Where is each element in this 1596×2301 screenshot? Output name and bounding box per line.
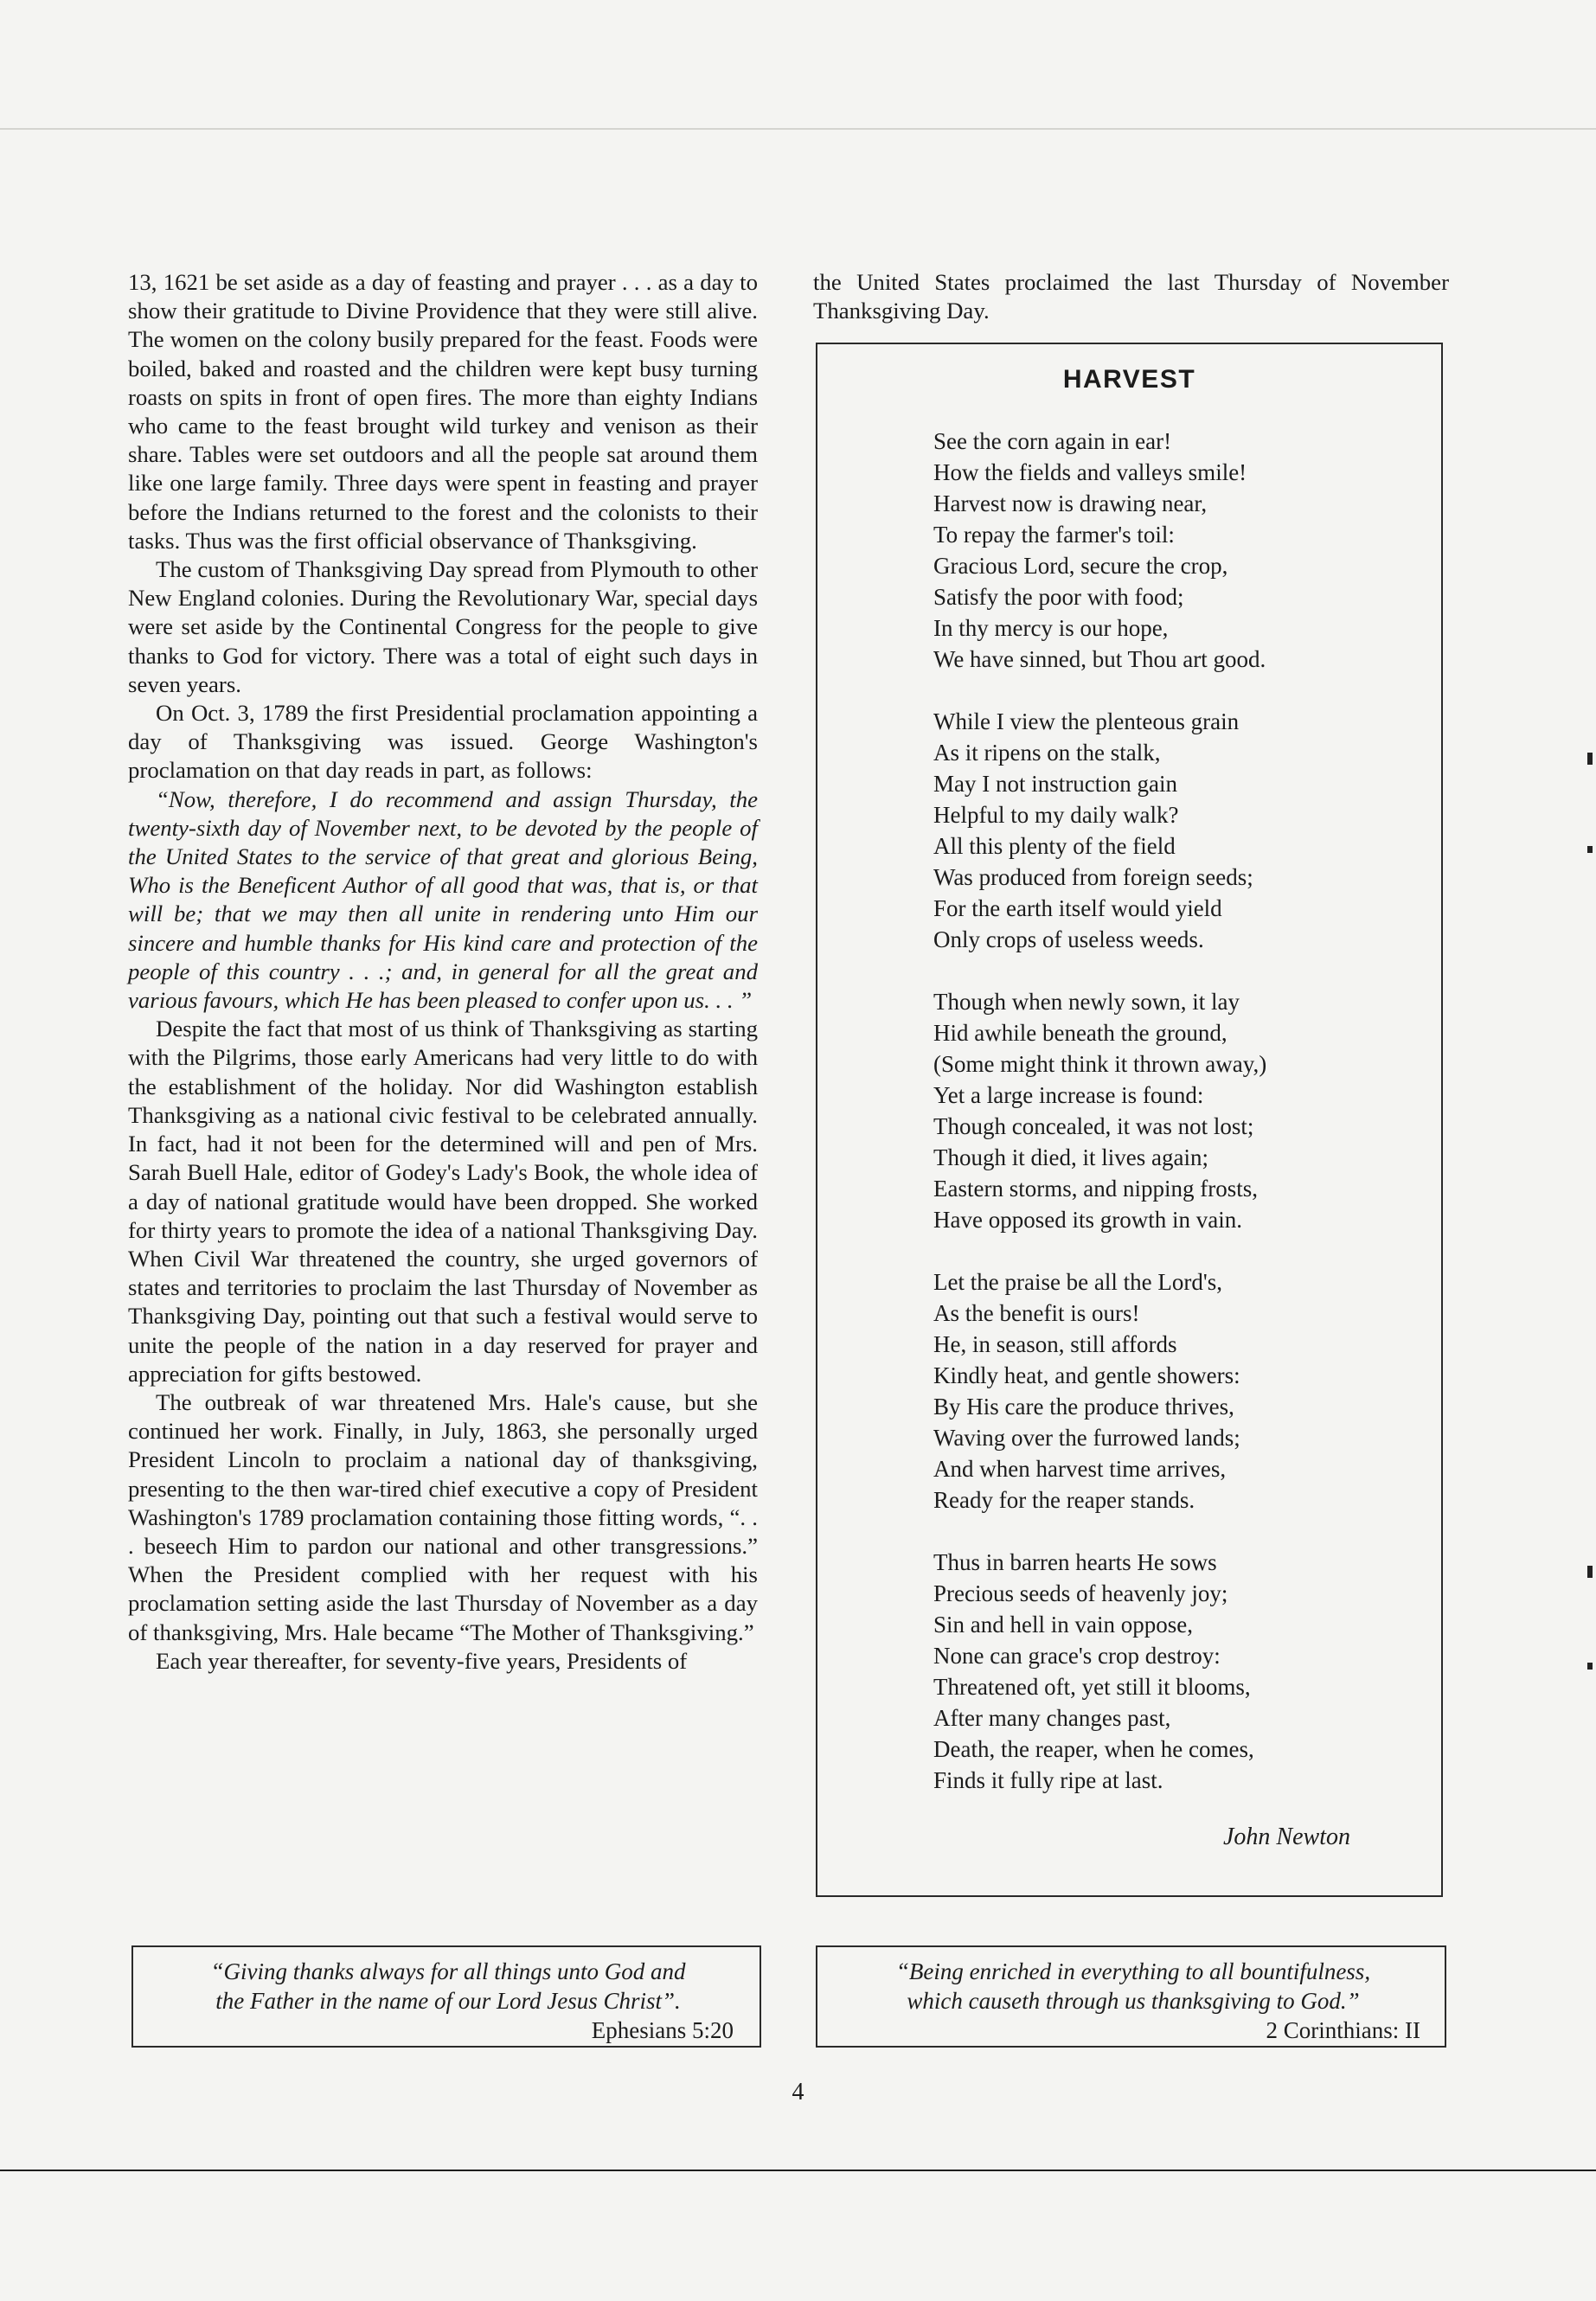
poem-line: Threatened oft, yet still it blooms, bbox=[933, 1674, 1251, 1700]
poem-line: To repay the farmer's toil: bbox=[933, 522, 1175, 548]
poem-line: Kindly heat, and gentle showers: bbox=[933, 1362, 1240, 1388]
paragraph-first-feast: 13, 1621 be set aside as a day of feasting and prayer . . . as a day to show their gratitude to Divine Providence that they were still alive. The women on the colony busily prepared for the feast. Foods were boiled, baked and roasted and the children were kept busy turning roasts on spits in front of open fires. The more than eighty Indians who came to the feast brought wild turkey and venison as their share. Tables were set outdoors and all the people sat around them like one large family. Three days were spent in feasting and prayer before the Indians returned to the forest and the colonists to their tasks. Thus was the first official observance of Thanksgiving. bbox=[128, 269, 758, 554]
poem-line: Satisfy the poor with food; bbox=[933, 584, 1184, 610]
poem-line: Though concealed, it was not lost; bbox=[933, 1113, 1254, 1139]
poem-line: All this plenty of the field bbox=[933, 833, 1176, 859]
poem-line: How the fields and valleys smile! bbox=[933, 459, 1247, 485]
verse-reference: 2 Corinthians: II bbox=[1266, 2017, 1420, 2043]
poem-line: Yet a large increase is found: bbox=[933, 1082, 1204, 1108]
verse-line: which causeth through us thanksgiving to God.” bbox=[907, 1988, 1360, 2014]
poem-line: Gracious Lord, secure the crop, bbox=[933, 553, 1228, 579]
edge-mark bbox=[1587, 753, 1593, 765]
poem-line: As the benefit is ours! bbox=[933, 1300, 1140, 1326]
verse-text bbox=[164, 1957, 732, 2016]
poem-stanza bbox=[933, 1266, 1418, 1516]
poem-stanzas bbox=[933, 426, 1418, 1827]
poem-line: For the earth itself would yield bbox=[933, 895, 1222, 921]
poem-line: Precious seeds of heavenly joy; bbox=[933, 1580, 1228, 1606]
top-divider bbox=[0, 128, 1596, 130]
poem-line: Was produced from foreign seeds; bbox=[933, 864, 1253, 890]
verse-line: “Giving thanks always for all things unto God and bbox=[210, 1958, 686, 1984]
poem-line: Helpful to my daily walk? bbox=[933, 802, 1179, 828]
poem-stanza bbox=[933, 426, 1418, 675]
poem-line: Ready for the reaper stands. bbox=[933, 1487, 1195, 1513]
paragraph-each-year: Each year thereafter, for seventy-five years, Presidents of bbox=[156, 1647, 688, 1674]
paragraph-custom-spread: The custom of Thanksgiving Day spread from Plymouth to other New England colonies. During the Revolutionary War, special days were set aside by the Continental Congress for the people to give thanks to God for victory. There was a total of eight such days in seven years. bbox=[128, 556, 758, 697]
poem-title: HARVEST bbox=[1062, 365, 1196, 394]
paragraph-washington-proclamation: On Oct. 3, 1789 the first Presidential proclamation appointing a day of Thanksgiving was issued. George Washington's proclamation on that day reads in part, as follows: bbox=[128, 700, 758, 784]
poem-line: Though when newly sown, it lay bbox=[933, 989, 1240, 1015]
poem-line: By His care the produce thrives, bbox=[933, 1394, 1234, 1420]
paragraph-proclamation-quote: “Now, therefore, I do recommend and assign Thursday, the twenty-sixth day of November next, to be devoted by the people of the United States to the service of that great and glorious Being, Who is the Beneficent Author of all good that was, that is, or that will be; that we may then all unite in rendering unto Him our sincere and humble thanks for His kind care and protection of the people of this country . . .; and, in general for all the great and various favours, which He has been pleased to confer upon us. . . ” bbox=[128, 785, 758, 1014]
poem-line: While I view the plenteous grain bbox=[933, 708, 1240, 734]
poem-line: Let the praise be all the Lord's, bbox=[933, 1269, 1222, 1295]
poem-line: As it ripens on the stalk, bbox=[933, 740, 1161, 766]
edge-mark bbox=[1587, 1566, 1593, 1578]
bottom-divider bbox=[0, 2170, 1596, 2171]
verse-reference: Ephesians 5:20 bbox=[591, 2017, 734, 2043]
paragraph-continuation: the United States proclaimed the last Thursday of November Thanksgiving Day. bbox=[813, 269, 1449, 324]
poem-line: Thus in barren hearts He sows bbox=[933, 1549, 1217, 1575]
verse-box-ephesians bbox=[131, 1945, 761, 2048]
poem-line: Eastern storms, and nipping frosts, bbox=[933, 1176, 1258, 1202]
verse-line: the Father in the name of our Lord Jesus Christ”. bbox=[215, 1988, 681, 2014]
poem-stanza bbox=[933, 1547, 1418, 1796]
poem-line: Have opposed its growth in vain. bbox=[933, 1207, 1242, 1233]
poem-line: Only crops of useless weeds. bbox=[933, 926, 1204, 952]
poem-stanza bbox=[933, 986, 1418, 1235]
paragraph-lincoln: The outbreak of war threatened Mrs. Hale's cause, but she continued her work. Finally, in July, 1863, she personally urged President Lincoln to proclaim a national day of thanksgiving, presenting to the then war-tired chief executive a copy of President Washington's 1789 proclamation containing those fitting words, “. . . beseech Him to pardon our national and other transgressions.” When the President complied with her request with his proclamation setting aside the last Thursday of November as a day of thanksgiving, Mrs. Hale became “The Mother of Thanksgiving.” bbox=[128, 1388, 758, 1645]
verse-text bbox=[835, 1957, 1432, 2016]
poem-line: We have sinned, but Thou art good. bbox=[933, 646, 1266, 672]
poem-line: May I not instruction gain bbox=[933, 771, 1177, 797]
edge-mark bbox=[1587, 846, 1593, 853]
verse-box-corinthians bbox=[816, 1945, 1446, 2048]
poem-line: None can grace's crop destroy: bbox=[933, 1643, 1221, 1669]
poem-line: See the corn again in ear! bbox=[933, 428, 1172, 454]
paragraph-sarah-hale: Despite the fact that most of us think of Thanksgiving as starting with the Pilgrims, those early Americans had very little to do with the establishment of the holiday. Nor did Washington establish Thanksgiving as a national civic festival to be celebrated annually. In fact, had it not been for the determined will and pen of Mrs. Sarah Buell Hale, editor of Godey's Lady's Book, the whole idea of a day of national gratitude would have been dropped. She worked for thirty years to promote the idea of a national Thanksgiving Day. When Civil War threatened the country, she urged governors of states and territories to proclaim the last Thursday of November as Thanksgiving Day, pointing out that such a festival would serve to unite the people of the nation in a day reserved for prayer and appreciation for gifts bestowed. bbox=[128, 1016, 758, 1387]
poem-line: Though it died, it lives again; bbox=[933, 1144, 1208, 1170]
page-number: 4 bbox=[792, 2079, 804, 2106]
poem-line: He, in season, still affords bbox=[933, 1331, 1177, 1357]
poem-line: In thy mercy is our hope, bbox=[933, 615, 1169, 641]
poem-line: Waving over the furrowed lands; bbox=[933, 1425, 1240, 1451]
poem-stanza bbox=[933, 706, 1418, 955]
poem-line: Finds it fully ripe at last. bbox=[933, 1767, 1163, 1793]
poem-line: Sin and hell in vain oppose, bbox=[933, 1612, 1193, 1638]
poem-line: Hid awhile beneath the ground, bbox=[933, 1020, 1227, 1046]
edge-mark bbox=[1587, 1663, 1593, 1670]
left-column bbox=[128, 268, 758, 1676]
poem-box bbox=[816, 343, 1443, 1897]
poem-line: (Some might think it thrown away,) bbox=[933, 1051, 1267, 1077]
right-column-intro bbox=[813, 268, 1449, 325]
verse-line: “Being enriched in everything to all bountifulness, bbox=[895, 1958, 1371, 1984]
poem-line: And when harvest time arrives, bbox=[933, 1456, 1227, 1482]
poem-line: Death, the reaper, when he comes, bbox=[933, 1736, 1254, 1762]
poem-author: John Newton bbox=[1223, 1823, 1350, 1850]
poem-line: After many changes past, bbox=[933, 1705, 1171, 1731]
poem-line: Harvest now is drawing near, bbox=[933, 490, 1208, 516]
